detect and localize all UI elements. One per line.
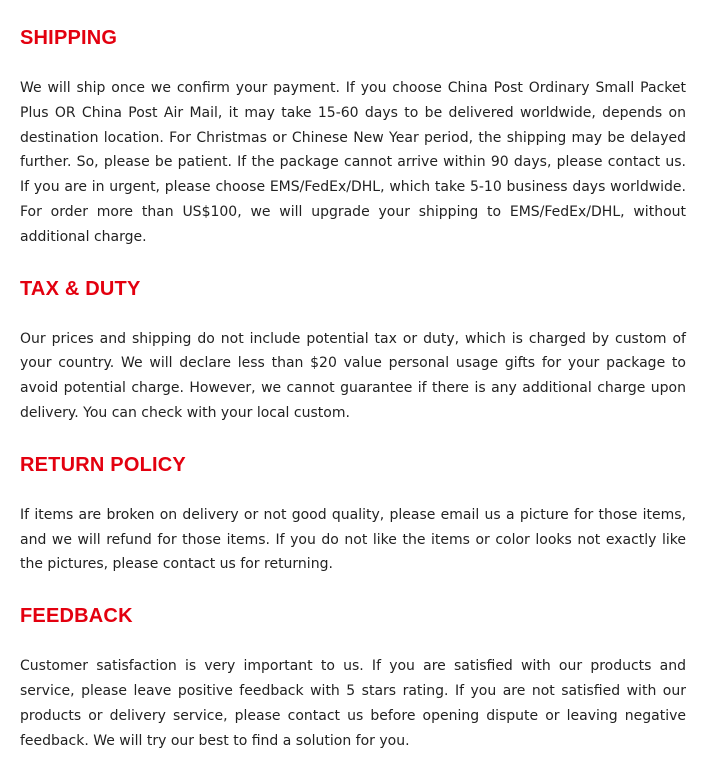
- feedback-text: Customer satisfaction is very important to us. If you are satisfied with our products and service, please leave positive feedback with 5 stars rating. If you are not satisfied with our products or delivery service, please contact us before opening dispute or leaving negative feedback. We will try our best to find a solution for you.: [20, 658, 686, 749]
- shipping-heading: SHIPPING: [20, 27, 118, 49]
- feedback-section: [20, 604, 686, 753]
- return-policy-text: If items are broken on delivery or not good quality, please email us a picture for those items, and we will refund for those items. If you do not like the items or color looks not exactly like the pictures, please contact us for returning.: [20, 506, 686, 573]
- return-policy-section: [20, 453, 686, 577]
- shipping-text: We will ship once we confirm your payment. If you choose China Post Ordinary Small Packet Plus OR China Post Air Mail, it may take 15-60 days to be delivered worldwide, depends on destination location. For Christmas or Chinese New Year period, the shipping may be delayed further. So, please be patient. If the package cannot arrive within 90 days, please contact us. If you are in urgent, please choose EMS/FedEx/DHL, which take 5-10 business days worldwide. For order more than US$100, we will upgrade your shipping to EMS/FedEx/DHL, without additional charge.: [20, 80, 686, 245]
- feedback-heading: FEEDBACK: [20, 605, 133, 628]
- policy-document: [20, 0, 686, 753]
- tax-duty-heading: TAX & DUTY: [20, 277, 141, 300]
- tax-duty-section: [20, 277, 686, 426]
- shipping-section: [20, 26, 686, 250]
- return-policy-heading: RETURN POLICY: [20, 453, 186, 476]
- tax-duty-text: Our prices and shipping do not include potential tax or duty, which is charged by custom of your country. We will declare less than $20 value personal usage gifts for your package to avoid potential charge. However, we cannot guarantee if there is any additional charge upon delivery. You can check with your local custom.: [20, 330, 686, 421]
